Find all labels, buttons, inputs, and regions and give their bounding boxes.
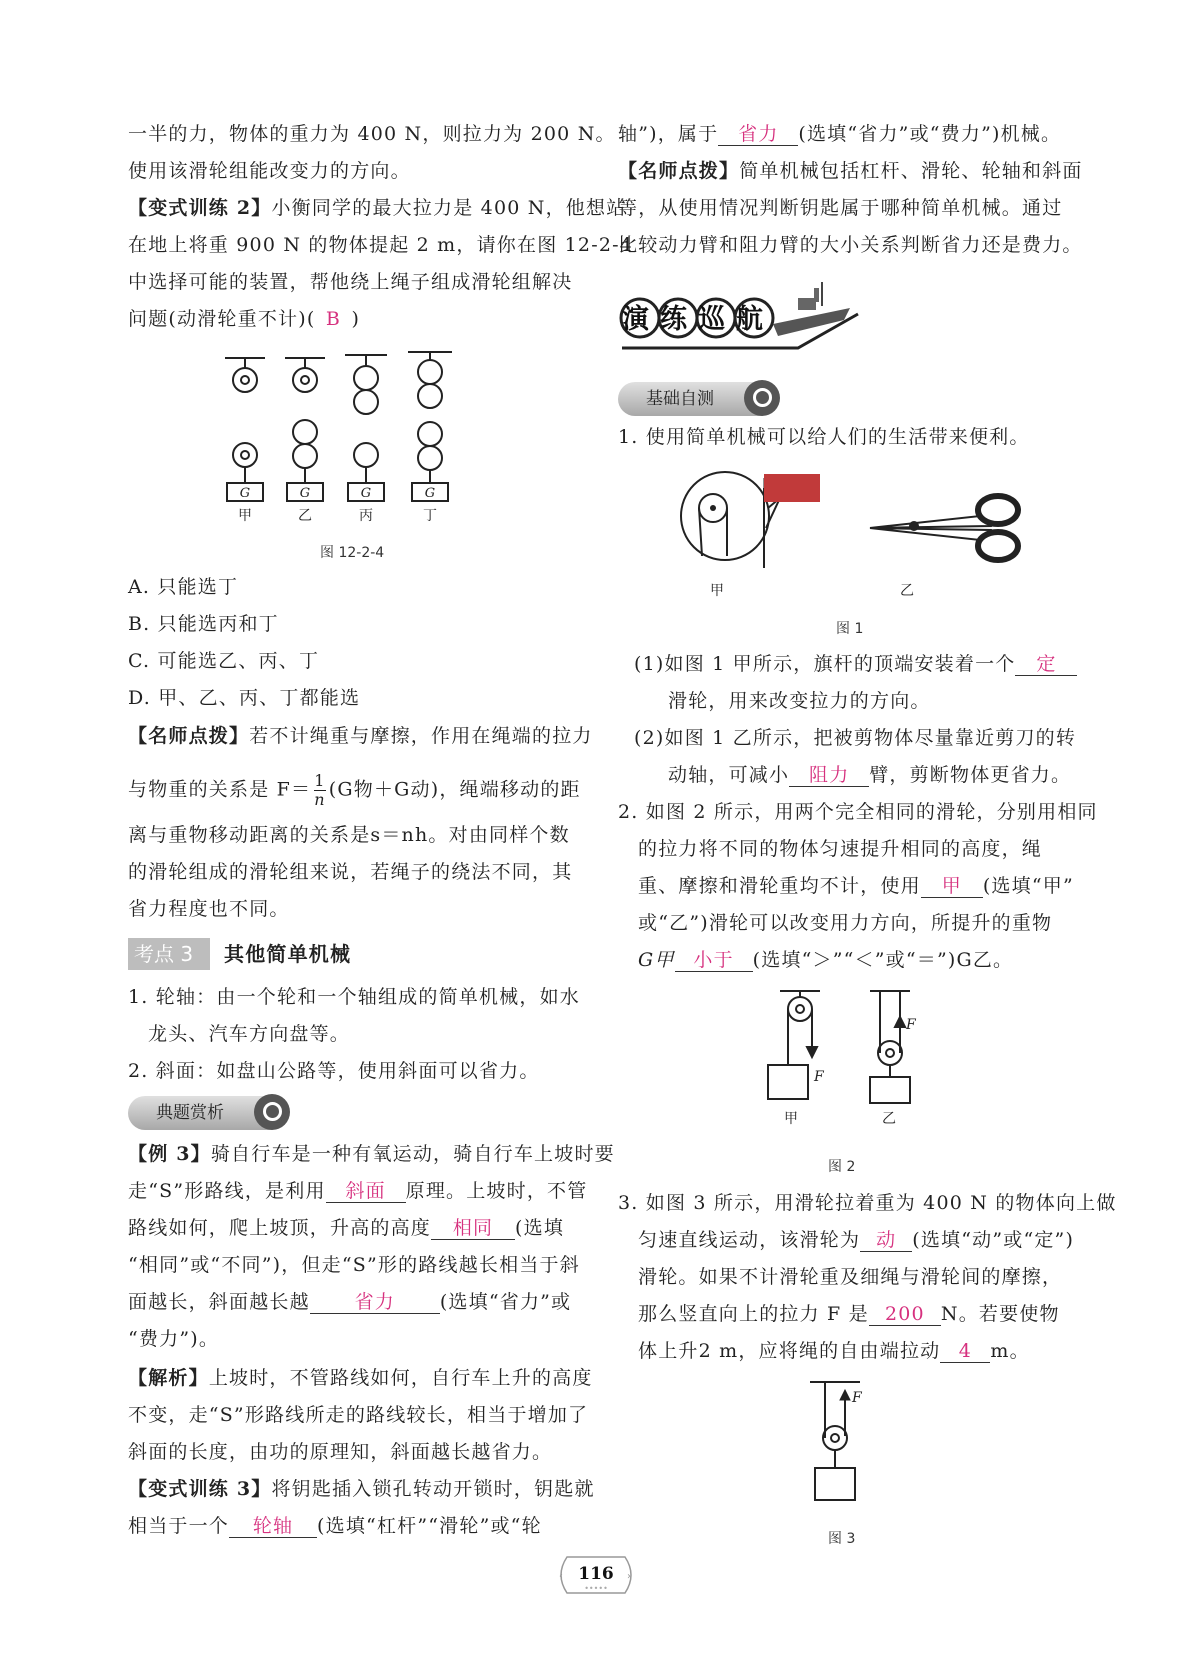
text-line	[128, 1179, 587, 1203]
variant-training-3	[128, 1477, 595, 1501]
svg-text:‹: ‹	[559, 1571, 563, 1582]
text-line	[128, 1290, 571, 1314]
text-line: 滑轮。如果不计滑轮重及细绳与滑轮间的摩擦，	[638, 1266, 1063, 1288]
text-line: (2)如图 1 乙所示，把被剪物体尽量靠近剪刀的转	[634, 727, 1077, 749]
text-line: 离与重物移动距离的关系是s＝nh。对由同样个数	[128, 824, 570, 846]
answer: 小于	[675, 949, 753, 972]
text: 上坡时，不管路线如何，自行车上升的高度	[208, 1367, 593, 1389]
fig1-label-yi: 乙	[900, 583, 914, 599]
answer: 省力	[718, 123, 798, 146]
figure-caption: 图 2	[828, 1159, 856, 1175]
text: 问题(动滑轮重不计)(	[128, 308, 316, 330]
svg-text:›: ›	[627, 1571, 631, 1582]
text-line: 1. 轮轴：由一个轮和一个轴组成的简单机械，如水	[128, 986, 580, 1008]
option-c: C. 可能选乙、丙、丁	[128, 650, 320, 672]
figure-3	[800, 1376, 900, 1506]
answer: 相同	[431, 1217, 515, 1240]
text-line: 龙头、汽车方向盘等。	[148, 1023, 351, 1045]
section-tag: 【名师点拨】	[618, 160, 740, 182]
answer: 定	[1015, 653, 1077, 676]
pill-label: 基础自测	[646, 389, 714, 409]
text-line: 等，从使用情况判断钥匙属于哪种简单机械。通过	[618, 197, 1063, 219]
text-line: 不变，走“S”形路线所走的路线较长，相当于增加了	[128, 1404, 589, 1426]
fig-label-ding: 丁	[423, 508, 437, 524]
fig-label-jia: 甲	[238, 508, 252, 524]
question-2: 2. 如图 2 所示，用两个完全相同的滑轮，分别用相同	[618, 801, 1098, 823]
text-line	[128, 307, 360, 331]
text-line	[638, 1302, 1060, 1326]
force-label: F	[814, 1069, 824, 1085]
fraction-denominator: n	[314, 790, 326, 809]
text-line	[128, 1216, 564, 1240]
text-line	[634, 652, 1077, 676]
text: (选填“杠杆”“滑轮”或“轮	[317, 1515, 542, 1537]
text: 路线如何，爬上坡顶，升高的高度	[128, 1217, 432, 1239]
text-line: 斜面的长度，由功的原理知，斜面越长越省力。	[128, 1441, 553, 1463]
text-line: “费力”)。	[128, 1328, 220, 1350]
question-3: 3. 如图 3 所示，用滑轮拉着重为 400 N 的物体向上做	[618, 1192, 1117, 1214]
text: (选填“省力”或“费力”)机械。	[798, 123, 1062, 145]
topic-badge	[128, 938, 210, 970]
section-tag: 【例 3】	[128, 1143, 211, 1165]
figure-caption: 图 3	[828, 1531, 856, 1547]
text: 匀速直线运动，该滑轮为	[638, 1229, 861, 1251]
fraction-numerator: 1	[314, 771, 326, 790]
fig2-label-yi: 乙	[882, 1111, 896, 1127]
example-3	[128, 1142, 615, 1166]
text: 小衡同学的最大拉力是 400 N，他想站	[271, 197, 627, 219]
page-number-badge	[553, 1553, 639, 1597]
pill-label: 典题赏析	[156, 1103, 224, 1123]
answer: 省力	[310, 1291, 440, 1314]
text: 相当于一个	[128, 1515, 230, 1537]
text: (选填“＞”“＜”或“＝”)G乙。	[752, 949, 1014, 971]
text-line: 比较动力臂和阻力臂的大小关系判断省力还是费力。	[618, 234, 1083, 256]
text: 将钥匙插入锁孔转动开锁时，钥匙就	[271, 1478, 595, 1500]
answer: 200	[869, 1303, 941, 1326]
text: 那么竖直向上的拉力 F 是	[638, 1303, 869, 1325]
force-label: F	[906, 1017, 916, 1033]
text-line	[638, 948, 1013, 972]
text-line: 的滑轮组成的滑轮组来说，若绳子的绕法不同，其	[128, 861, 573, 883]
text: 动轴，可减小	[668, 764, 790, 786]
answer: 轮轴	[229, 1515, 317, 1538]
answer: 动	[860, 1229, 912, 1252]
option-a: A. 只能选丁	[128, 576, 239, 598]
text-line: 滑轮，用来改变拉力的方向。	[668, 690, 931, 712]
section-pill-classic-examples	[128, 1096, 286, 1130]
text-line: 的拉力将不同的物体匀速提升相同的高度，绳	[638, 838, 1043, 860]
text: (选填“甲”	[982, 875, 1074, 897]
variant-training-2	[128, 196, 626, 220]
text: 简单机械包括杠杆、滑轮、轮轴和斜面	[739, 160, 1083, 182]
text: 轴”)，属于	[618, 123, 719, 145]
text-line: 中选择可能的装置，帮他绕上绳子组成滑轮组解决	[128, 271, 573, 293]
analysis	[128, 1366, 593, 1390]
figure-1	[680, 468, 1030, 608]
weight-label: G	[299, 486, 311, 501]
text-line	[128, 1514, 542, 1538]
answer: 4	[940, 1340, 990, 1363]
text: (选填	[515, 1217, 565, 1239]
text: )	[351, 308, 361, 330]
text: m。	[990, 1340, 1030, 1362]
answer: B	[325, 308, 342, 330]
ship-icon	[773, 282, 850, 336]
banner-title: 演练巡航	[622, 304, 774, 335]
fig1-label-jia: 甲	[710, 583, 724, 599]
answer: 阻力	[789, 764, 869, 787]
text: 原理。上坡时，不管	[405, 1180, 588, 1202]
text: 重、摩擦和滑轮重均不计，使用	[638, 875, 921, 897]
svg-text:•••••: •••••	[584, 1584, 608, 1593]
text: 走“S”形路线，是利用	[128, 1180, 326, 1202]
scissors-icon	[870, 496, 1018, 560]
text-line	[638, 1228, 1074, 1252]
fig2-label-jia: 甲	[784, 1111, 798, 1127]
question-1: 1. 使用简单机械可以给人们的生活带来便利。	[618, 426, 1030, 448]
figure-2	[760, 985, 920, 1135]
text: (选填“省力”或	[439, 1291, 572, 1313]
text: (选填“动”或“定”)	[912, 1229, 1075, 1251]
text-line: 2. 斜面：如盘山公路等，使用斜面可以省力。	[128, 1060, 540, 1082]
topic-badge-label: 考点 3	[134, 942, 194, 966]
section-tag: 【变式训练 2】	[128, 197, 272, 219]
weight-label: G	[239, 486, 251, 501]
text: (1)如图 1 甲所示，旗杆的顶端安装着一个	[634, 653, 1016, 675]
text: 与物重的关系是 F＝	[128, 778, 312, 801]
weight-label: G	[424, 486, 436, 501]
text: 骑自行车是一种有氧运动，骑自行车上坡时要	[210, 1143, 615, 1165]
text-line: 在地上将重 900 N 的物体提起 2 m，请你在图 12-2-4	[128, 234, 634, 256]
section-tag: 【解析】	[128, 1367, 209, 1389]
text: 臂，剪断物体更省力。	[869, 764, 1072, 786]
text-line	[638, 1339, 1030, 1363]
teacher-tip	[128, 724, 593, 748]
figure-caption: 图 12-2-4	[320, 545, 385, 561]
text: N。若要使物	[940, 1303, 1060, 1325]
section-tag: 【变式训练 3】	[128, 1478, 272, 1500]
text: 体上升2 m，应将绳的自由端拉动	[638, 1340, 941, 1362]
teacher-tip	[618, 159, 1083, 183]
text-line: 或“乙”)滑轮可以改变用力方向，所提升的重物	[638, 912, 1053, 934]
force-label: F	[852, 1390, 862, 1406]
text-line	[668, 763, 1071, 787]
figure-caption: 图 1	[836, 621, 864, 637]
option-b: B. 只能选丙和丁	[128, 613, 279, 635]
text: (G物＋G动)，绳端移动的距	[328, 778, 581, 801]
pulley-figure-12-2-4	[215, 350, 485, 535]
section-tag: 【名师点拨】	[128, 725, 250, 747]
page-number: 116	[578, 1564, 614, 1584]
magnifier-icon	[254, 1094, 290, 1130]
magnifier-icon	[744, 380, 780, 416]
fig-label-bing: 丙	[359, 508, 373, 524]
text: 若不计绳重与摩擦，作用在绳端的拉力	[249, 725, 593, 747]
practice-banner	[618, 278, 868, 358]
fraction	[314, 772, 326, 809]
weight-label: G	[360, 486, 372, 501]
formula-line	[128, 772, 581, 809]
answer: 甲	[921, 875, 983, 898]
answer: 斜面	[326, 1180, 406, 1203]
text-line: “相同”或“不同”)，但走“S”形的路线越长相当于斜	[128, 1254, 580, 1276]
section-pill-basic-test	[618, 382, 776, 416]
text-line	[618, 122, 1061, 146]
fig-label-yi: 乙	[298, 508, 312, 524]
option-d: D. 甲、乙、丙、丁都能选	[128, 687, 361, 709]
text: 面越长，斜面越长越	[128, 1291, 310, 1313]
topic-title: 其他简单机械	[224, 942, 352, 966]
text-line: 使用该滑轮组能改变力的方向。	[128, 160, 411, 182]
text-line: 一半的力，物体的重力为 400 N，则拉力为 200 N。	[128, 123, 616, 145]
flagpole-pulley	[681, 472, 820, 568]
text-line	[638, 874, 1074, 898]
text: G甲	[638, 949, 675, 971]
text-line: 省力程度也不同。	[128, 898, 290, 920]
